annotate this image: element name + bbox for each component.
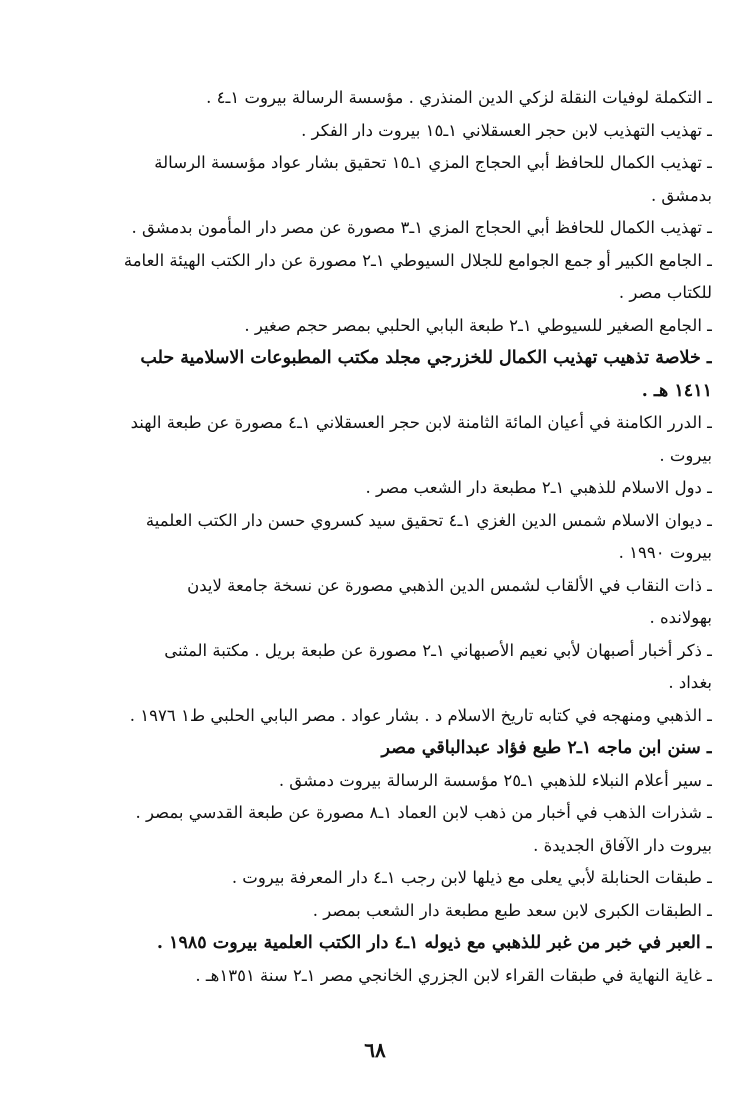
- bibliography-line: بهولانده .: [649, 608, 712, 627]
- bibliography-line: ـ ديوان الاسلام شمس الدين الغزي ١ـ٤ تحقيق سيد كسروي حسن دار الكتب العلمية: [145, 510, 712, 530]
- bibliography-line: ـ الذهبي ومنهجه في كتابه تاريخ الاسلام د . بشار عواد . مصر البابي الحلبي ط١ ١٩٧٦ .: [129, 705, 712, 725]
- page-number: ٦٨: [364, 1038, 386, 1062]
- bibliography-line: ـ شذرات الذهب في أخبار من ذهب لابن العماد ١ـ٨ مصورة عن طبعة القدسي بمصر .: [135, 803, 712, 822]
- bibliography-line: ـ دول الاسلام للذهبي ١ـ٢ مطبعة دار الشعب مصر .: [365, 478, 712, 497]
- bibliography-line: بيروت ١٩٩٠ .: [618, 543, 712, 562]
- bibliography-line: ـ الجامع الصغير للسيوطي ١ـ٢ طبعة البابي الحلبي بمصر حجم صغير .: [244, 315, 712, 335]
- bibliography-line: ـ خلاصة تذهيب تهذيب الكمال للخزرجي مجلد مكتب المطبوعات الاسلامية حلب: [140, 348, 712, 368]
- bibliography-line: ـ التكملة لوفيات النقلة لزكي الدين المنذري . مؤسسة الرسالة بيروت ١ـ٤ .: [206, 88, 712, 107]
- bibliography-line: ـ الطبقات الكبرى لابن سعد طبع مطبعة دار الشعب بمصر .: [312, 900, 712, 920]
- bibliography-line: ـ تهذيب التهذيب لابن حجر العسقلاني ١ـ١٥ بيروت دار الفكر .: [301, 120, 712, 140]
- bibliography-line: ـ ذات النقاب في الألقاب لشمس الدين الذهبي مصورة عن نسخة جامعة لايدن: [187, 575, 712, 595]
- bibliography-line: بيروت دار الآفاق الجديدة .: [533, 835, 712, 855]
- bibliography-line: ١٤١١ هـ .: [641, 380, 712, 401]
- bibliography-list: [64, 82, 712, 992]
- bibliography-line: بيروت .: [659, 445, 712, 465]
- bibliography-line: ـ ذكر أخبار أصبهان لأبي نعيم الأصبهاني ١ـ٢ مصورة عن طبعة بريل . مكتبة المثنى: [164, 640, 712, 660]
- bibliography-line: ـ سنن ابن ماجه ١ـ٢ طبع فؤاد عبدالباقي مصر: [381, 738, 712, 758]
- bibliography-line: ـ تهذيب الكمال للحافظ أبي الحجاج المزي ١ـ١٥ تحقيق بشار عواد مؤسسة الرسالة: [154, 153, 712, 172]
- bibliography-line: ـ طبقات الحنابلة لأبي يعلى مع ذيلها لابن رجب ١ـ٤ دار المعرفة بيروت .: [231, 868, 712, 887]
- bibliography-line: بدمشق .: [650, 185, 712, 205]
- bibliography-line: ـ الدرر الكامنة في أعيان المائة الثامنة لابن حجر العسقلاني ١ـ٤ مصورة عن طبعة الهند: [130, 413, 712, 432]
- bibliography-line: ـ تهذيب الكمال للحافظ أبي الحجاج المزي ١ـ٣ مصورة عن مصر دار المأمون بدمشق .: [131, 218, 712, 237]
- bibliography-line: للكتاب مصر .: [618, 283, 712, 302]
- bibliography-line: بغداد .: [668, 673, 712, 692]
- bibliography-line: ـ الجامع الكبير أو جمع الجوامع للجلال السيوطي ١ـ٢ مصورة عن دار الكتب الهيئة العامة: [123, 250, 712, 270]
- bibliography-line: ـ سير أعلام النبلاء للذهبي ١ـ٢٥ مؤسسة الرسالة بيروت دمشق .: [278, 770, 712, 790]
- bibliography-line: ـ غاية النهاية في طبقات القراء لابن الجزري الخانجي مصر ١ـ٢ سنة ١٣٥١هـ .: [195, 965, 712, 985]
- bibliography-line: ـ العبر في خبر من غبر للذهبي مع ذيوله ١ـ٤ دار الكتب العلمية بيروت ١٩٨٥ .: [156, 933, 712, 953]
